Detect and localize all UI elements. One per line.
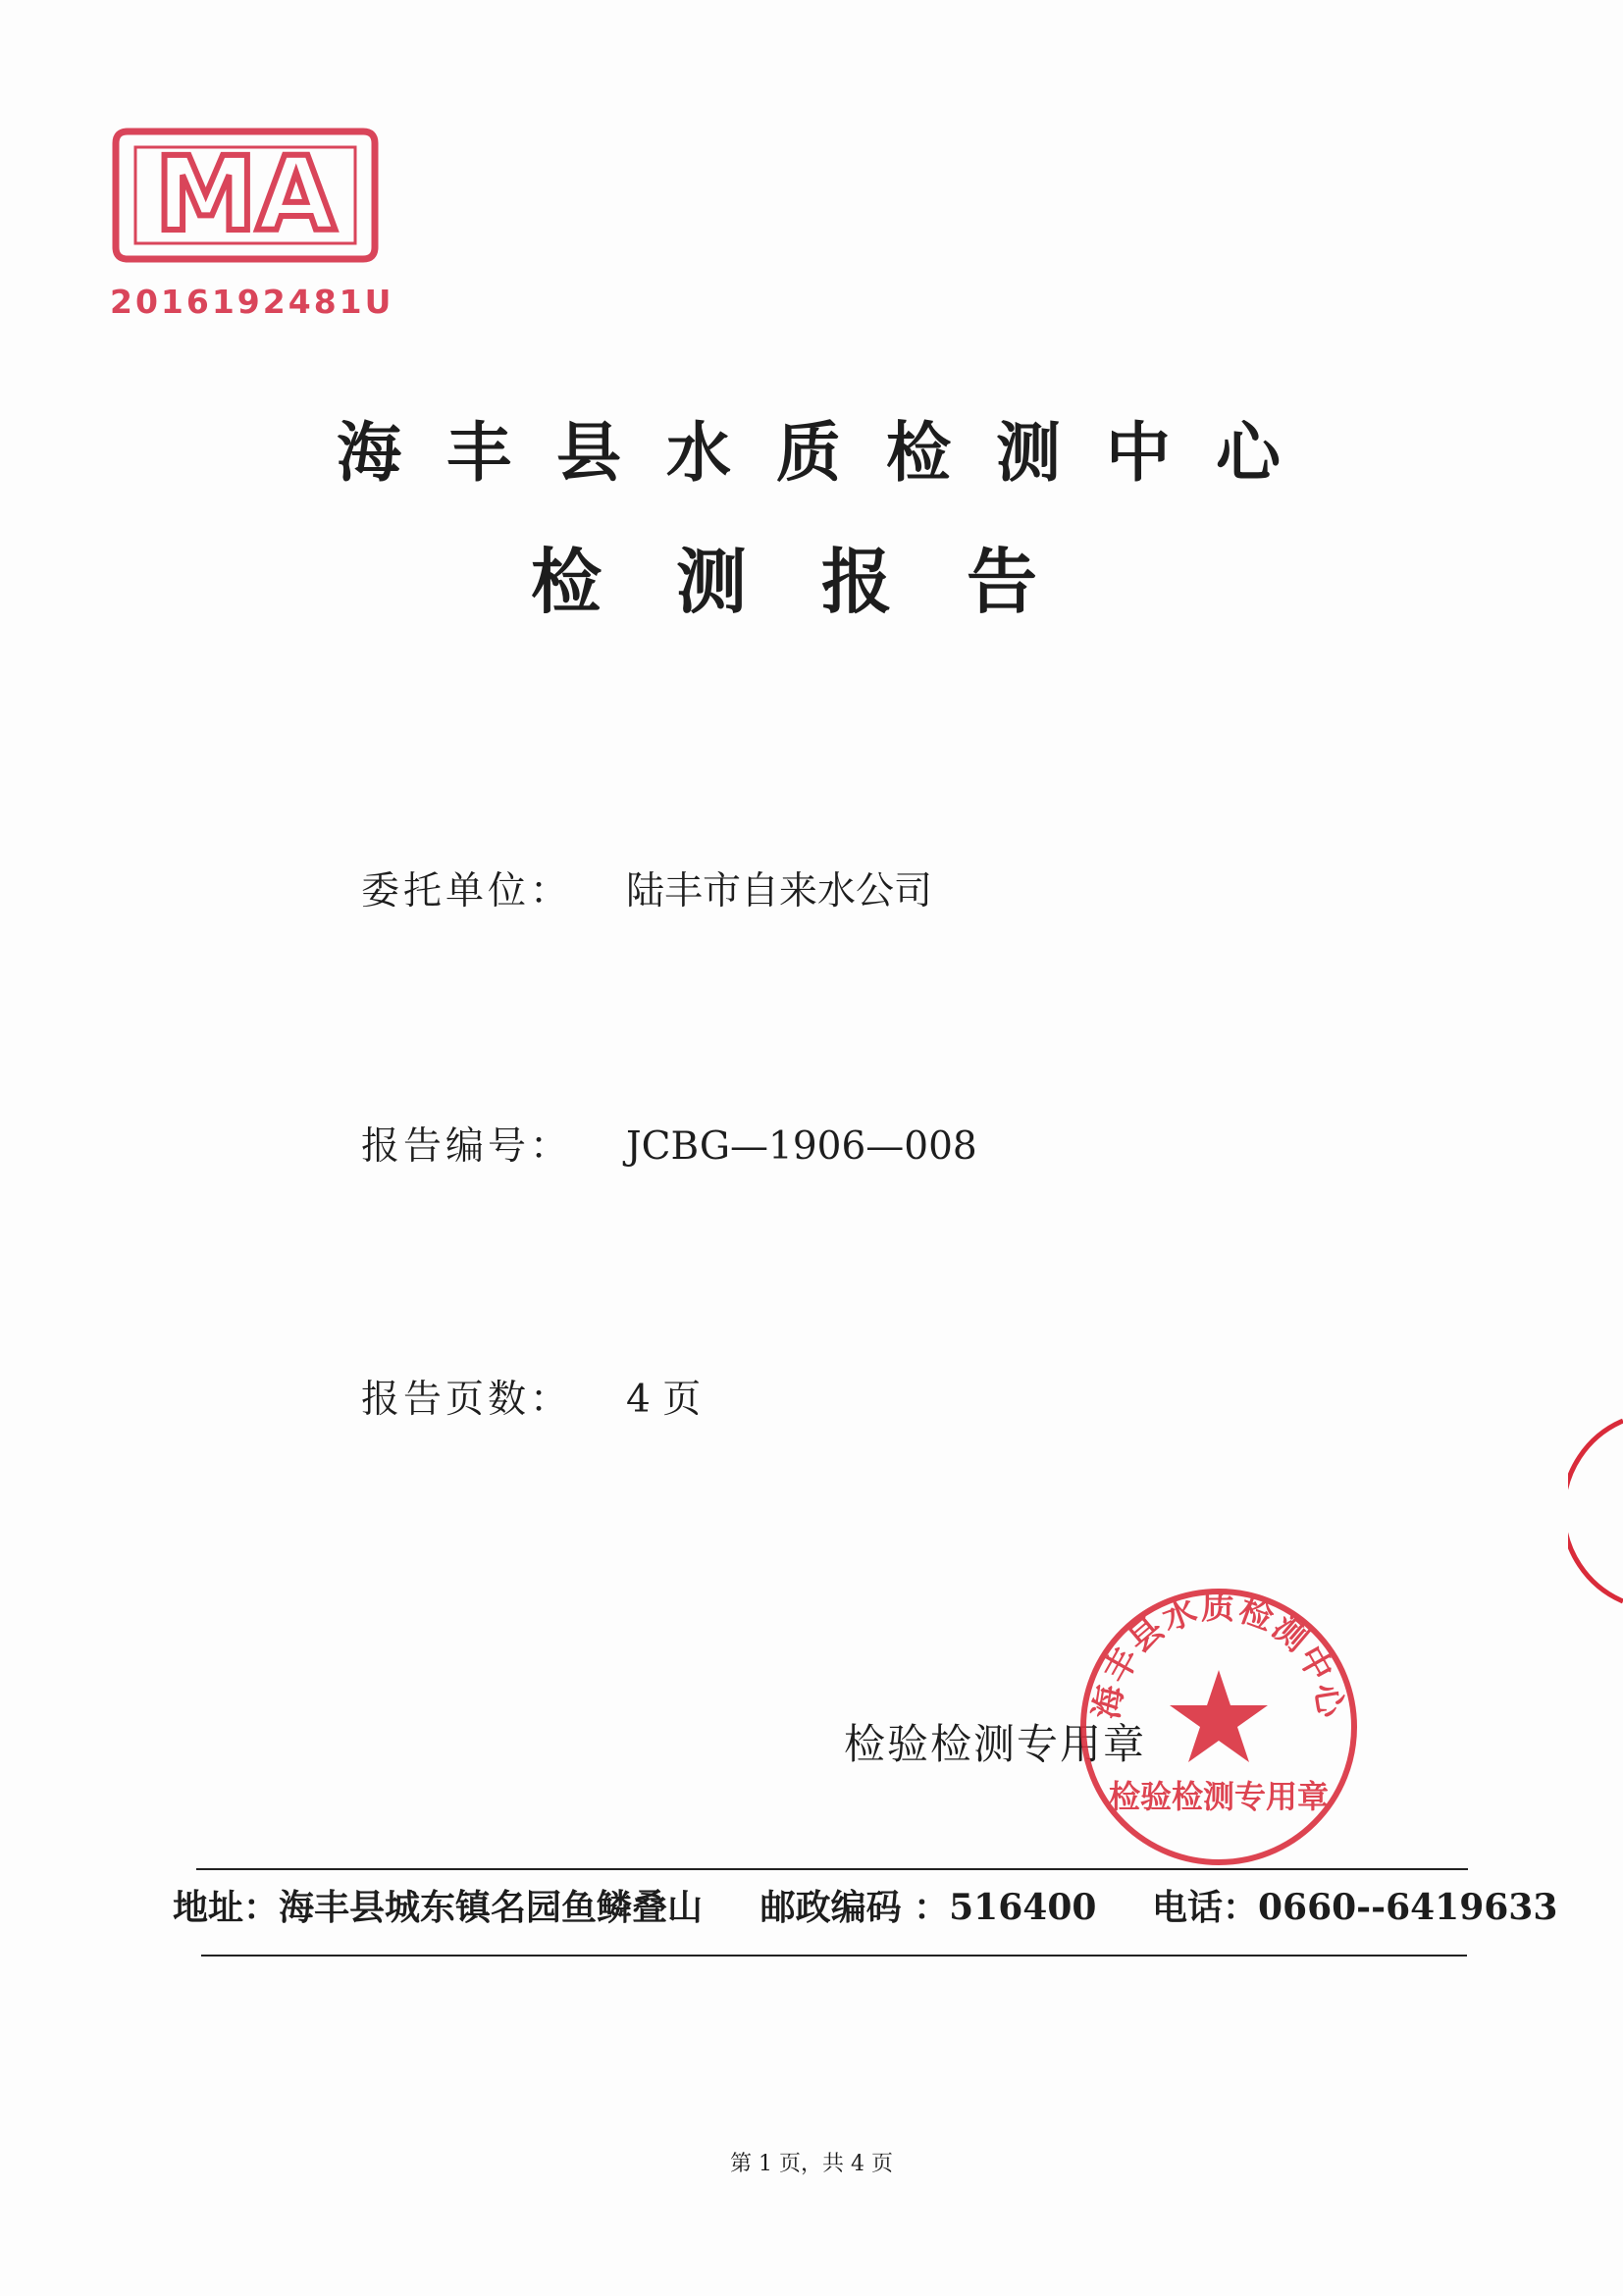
client-value: 陆丰市自来水公司 xyxy=(626,869,933,913)
address-value: 海丰县城东镇名园鱼鳞叠山 xyxy=(279,1887,704,1928)
page-count-value: 4 页 xyxy=(626,1378,702,1422)
client-label: 委托单位： xyxy=(361,869,573,913)
phone-value: 0660--6419633 xyxy=(1257,1887,1558,1928)
page-count-field xyxy=(361,1369,701,1424)
report-number-field xyxy=(361,1116,977,1171)
ma-certification-mark xyxy=(110,122,381,269)
page-number: 第 1 页，共 4 页 xyxy=(730,2152,893,2176)
footer-contact xyxy=(173,1880,1557,1930)
official-seal xyxy=(1072,1580,1366,1874)
report-title: 检测报告 xyxy=(530,541,1112,623)
address-label: 地址： xyxy=(173,1887,280,1928)
seal-top-text: 海丰县水质检测中心 xyxy=(1086,1588,1351,1722)
organization-title: 海丰县水质检测中心 xyxy=(337,415,1326,491)
stamp-label: 检验检测专用章 xyxy=(844,1720,1147,1768)
page-count-label: 报告页数： xyxy=(361,1378,573,1422)
seal-bottom-text: 检验检测专用章 xyxy=(1108,1778,1330,1815)
footer-top-rule xyxy=(196,1868,1468,1870)
ma-letters: MA xyxy=(155,134,336,254)
report-number-label: 报告编号： xyxy=(361,1124,573,1169)
report-number-value: JCBG—1906—008 xyxy=(626,1124,977,1169)
footer-bottom-rule xyxy=(201,1955,1467,1957)
seal-star-icon xyxy=(1170,1670,1268,1762)
edge-seal-fragment xyxy=(1568,1413,1623,1609)
postal-code-value: 516400 xyxy=(949,1887,1097,1928)
ma-certification-number: 2016192481U xyxy=(110,283,394,321)
client-field xyxy=(361,861,932,915)
phone-label: 电话： xyxy=(1151,1887,1258,1928)
postal-code-label: 邮政编码 ： xyxy=(759,1887,950,1928)
